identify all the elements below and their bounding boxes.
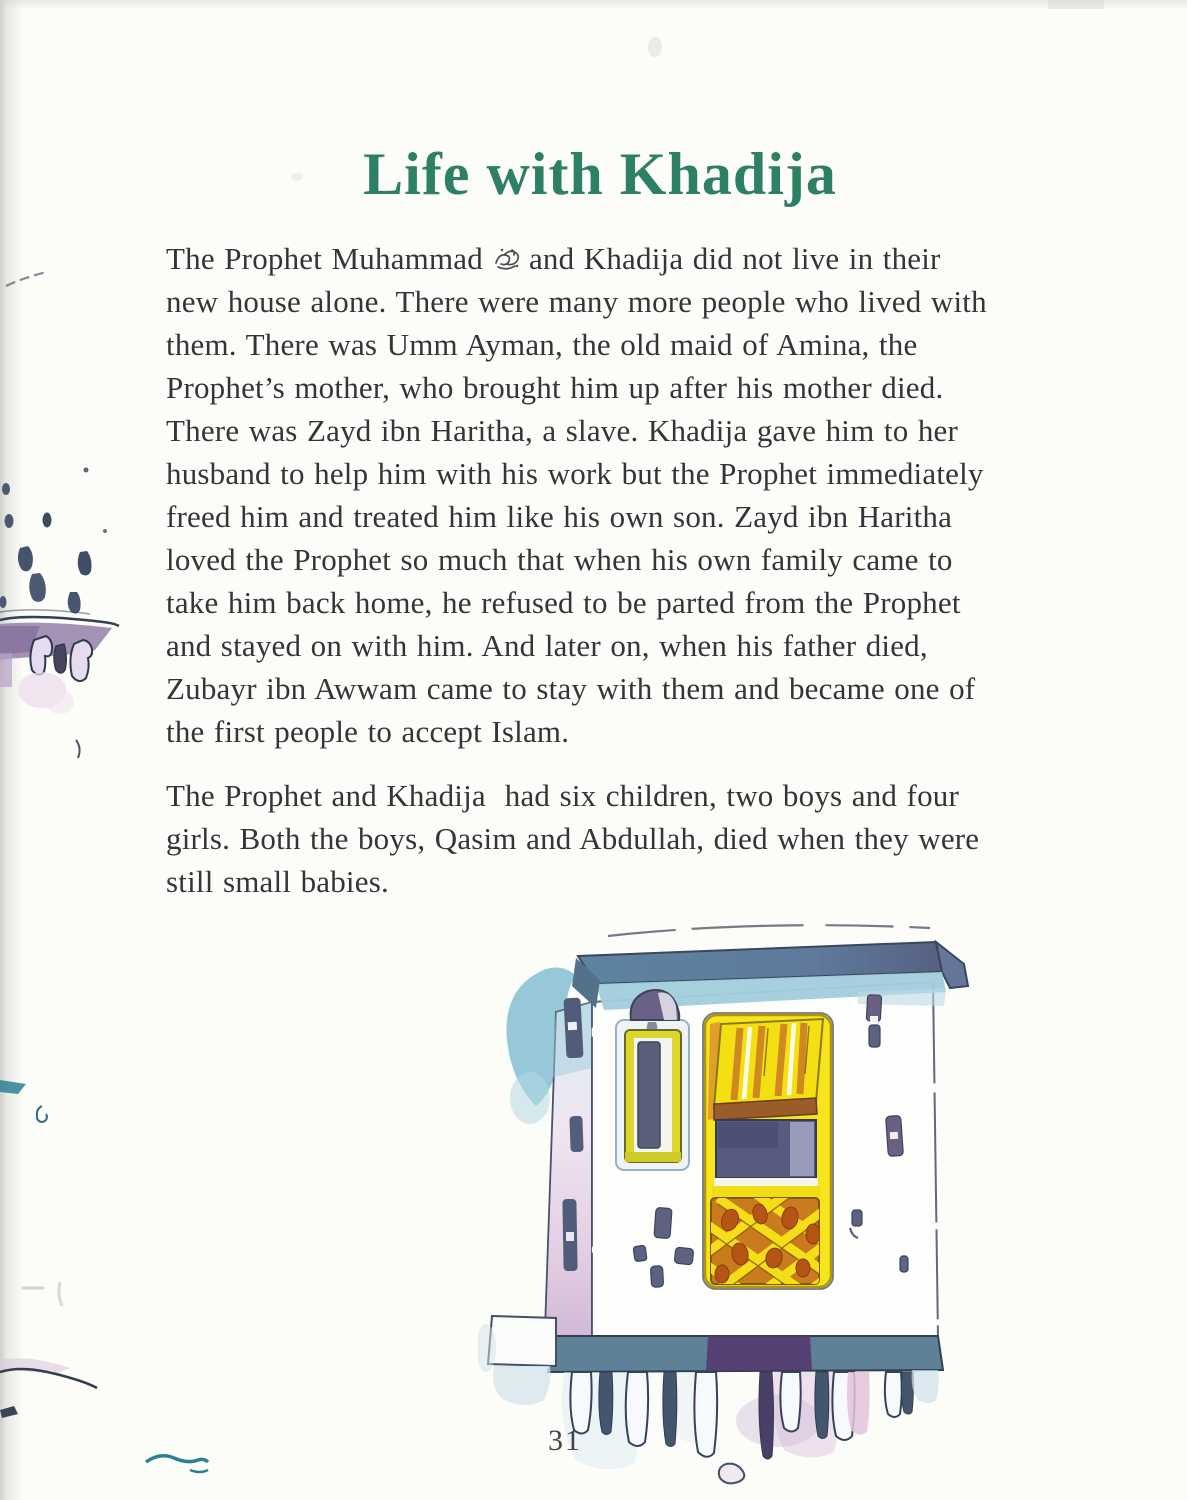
watercolor-house-illustration: [478, 916, 1000, 1500]
pbuh-calligraphy-icon: [492, 246, 522, 273]
body-line: Zubayr ibn Awwam came to stay with them and became one of: [166, 671, 976, 706]
body-line: [166, 237, 1126, 280]
drop-marks: [0, 468, 107, 614]
paragraph-2: [166, 774, 1126, 903]
line-text: The Prophet Muhammad: [166, 241, 483, 276]
body-text: [166, 237, 1126, 903]
body-line: still small babies.: [166, 864, 389, 899]
body-line: girls. Both the boys, Qasim and Abdullah, died when they were: [166, 821, 980, 856]
body-line: them. There was Umm Ayman, the old maid of Amina, the: [166, 327, 918, 362]
body-line: and stayed on with him. And later on, when his father died,: [166, 628, 928, 663]
faint-smudge: [648, 37, 662, 57]
roof-ink-line: [608, 925, 930, 936]
body-line: Prophet’s mother, who brought him up after his mother died.: [166, 370, 944, 405]
body-line: freed him and treated him like his own son. Zayd ibn Haritha: [166, 499, 953, 534]
awning: [714, 1019, 823, 1120]
body-line: the first people to accept Islam.: [166, 714, 570, 749]
page-title: Life with Khadija: [363, 141, 837, 208]
body-line: husband to help him with his work but the Prophet immediately: [166, 456, 984, 491]
pencil-dash: [6, 272, 46, 286]
body-line: take him back home, he refused to be parted from the Prophet: [166, 585, 961, 620]
page-number: 31: [548, 1424, 582, 1457]
teal-squiggle: [146, 1456, 208, 1472]
body-line: There was Zayd ibn Haritha, a slave. Khadija gave him to her: [166, 413, 959, 448]
ledge-wash: [0, 610, 119, 758]
body-line: loved the Prophet so much that when his own family came to: [166, 542, 953, 577]
open-shutter: [716, 1120, 816, 1178]
line-text: and Khadija did not live in their: [528, 241, 941, 276]
body-line: new house alone. There were many more people who lived with: [166, 284, 987, 319]
body-line: The Prophet and Khadija had six children, two boys and four: [166, 778, 959, 813]
roof-ledge: [572, 942, 968, 1010]
small-glyph-mark: [37, 1106, 47, 1122]
ground-line: [0, 1358, 97, 1418]
curl-mark: [76, 740, 80, 758]
teal-mark: [0, 1080, 26, 1094]
